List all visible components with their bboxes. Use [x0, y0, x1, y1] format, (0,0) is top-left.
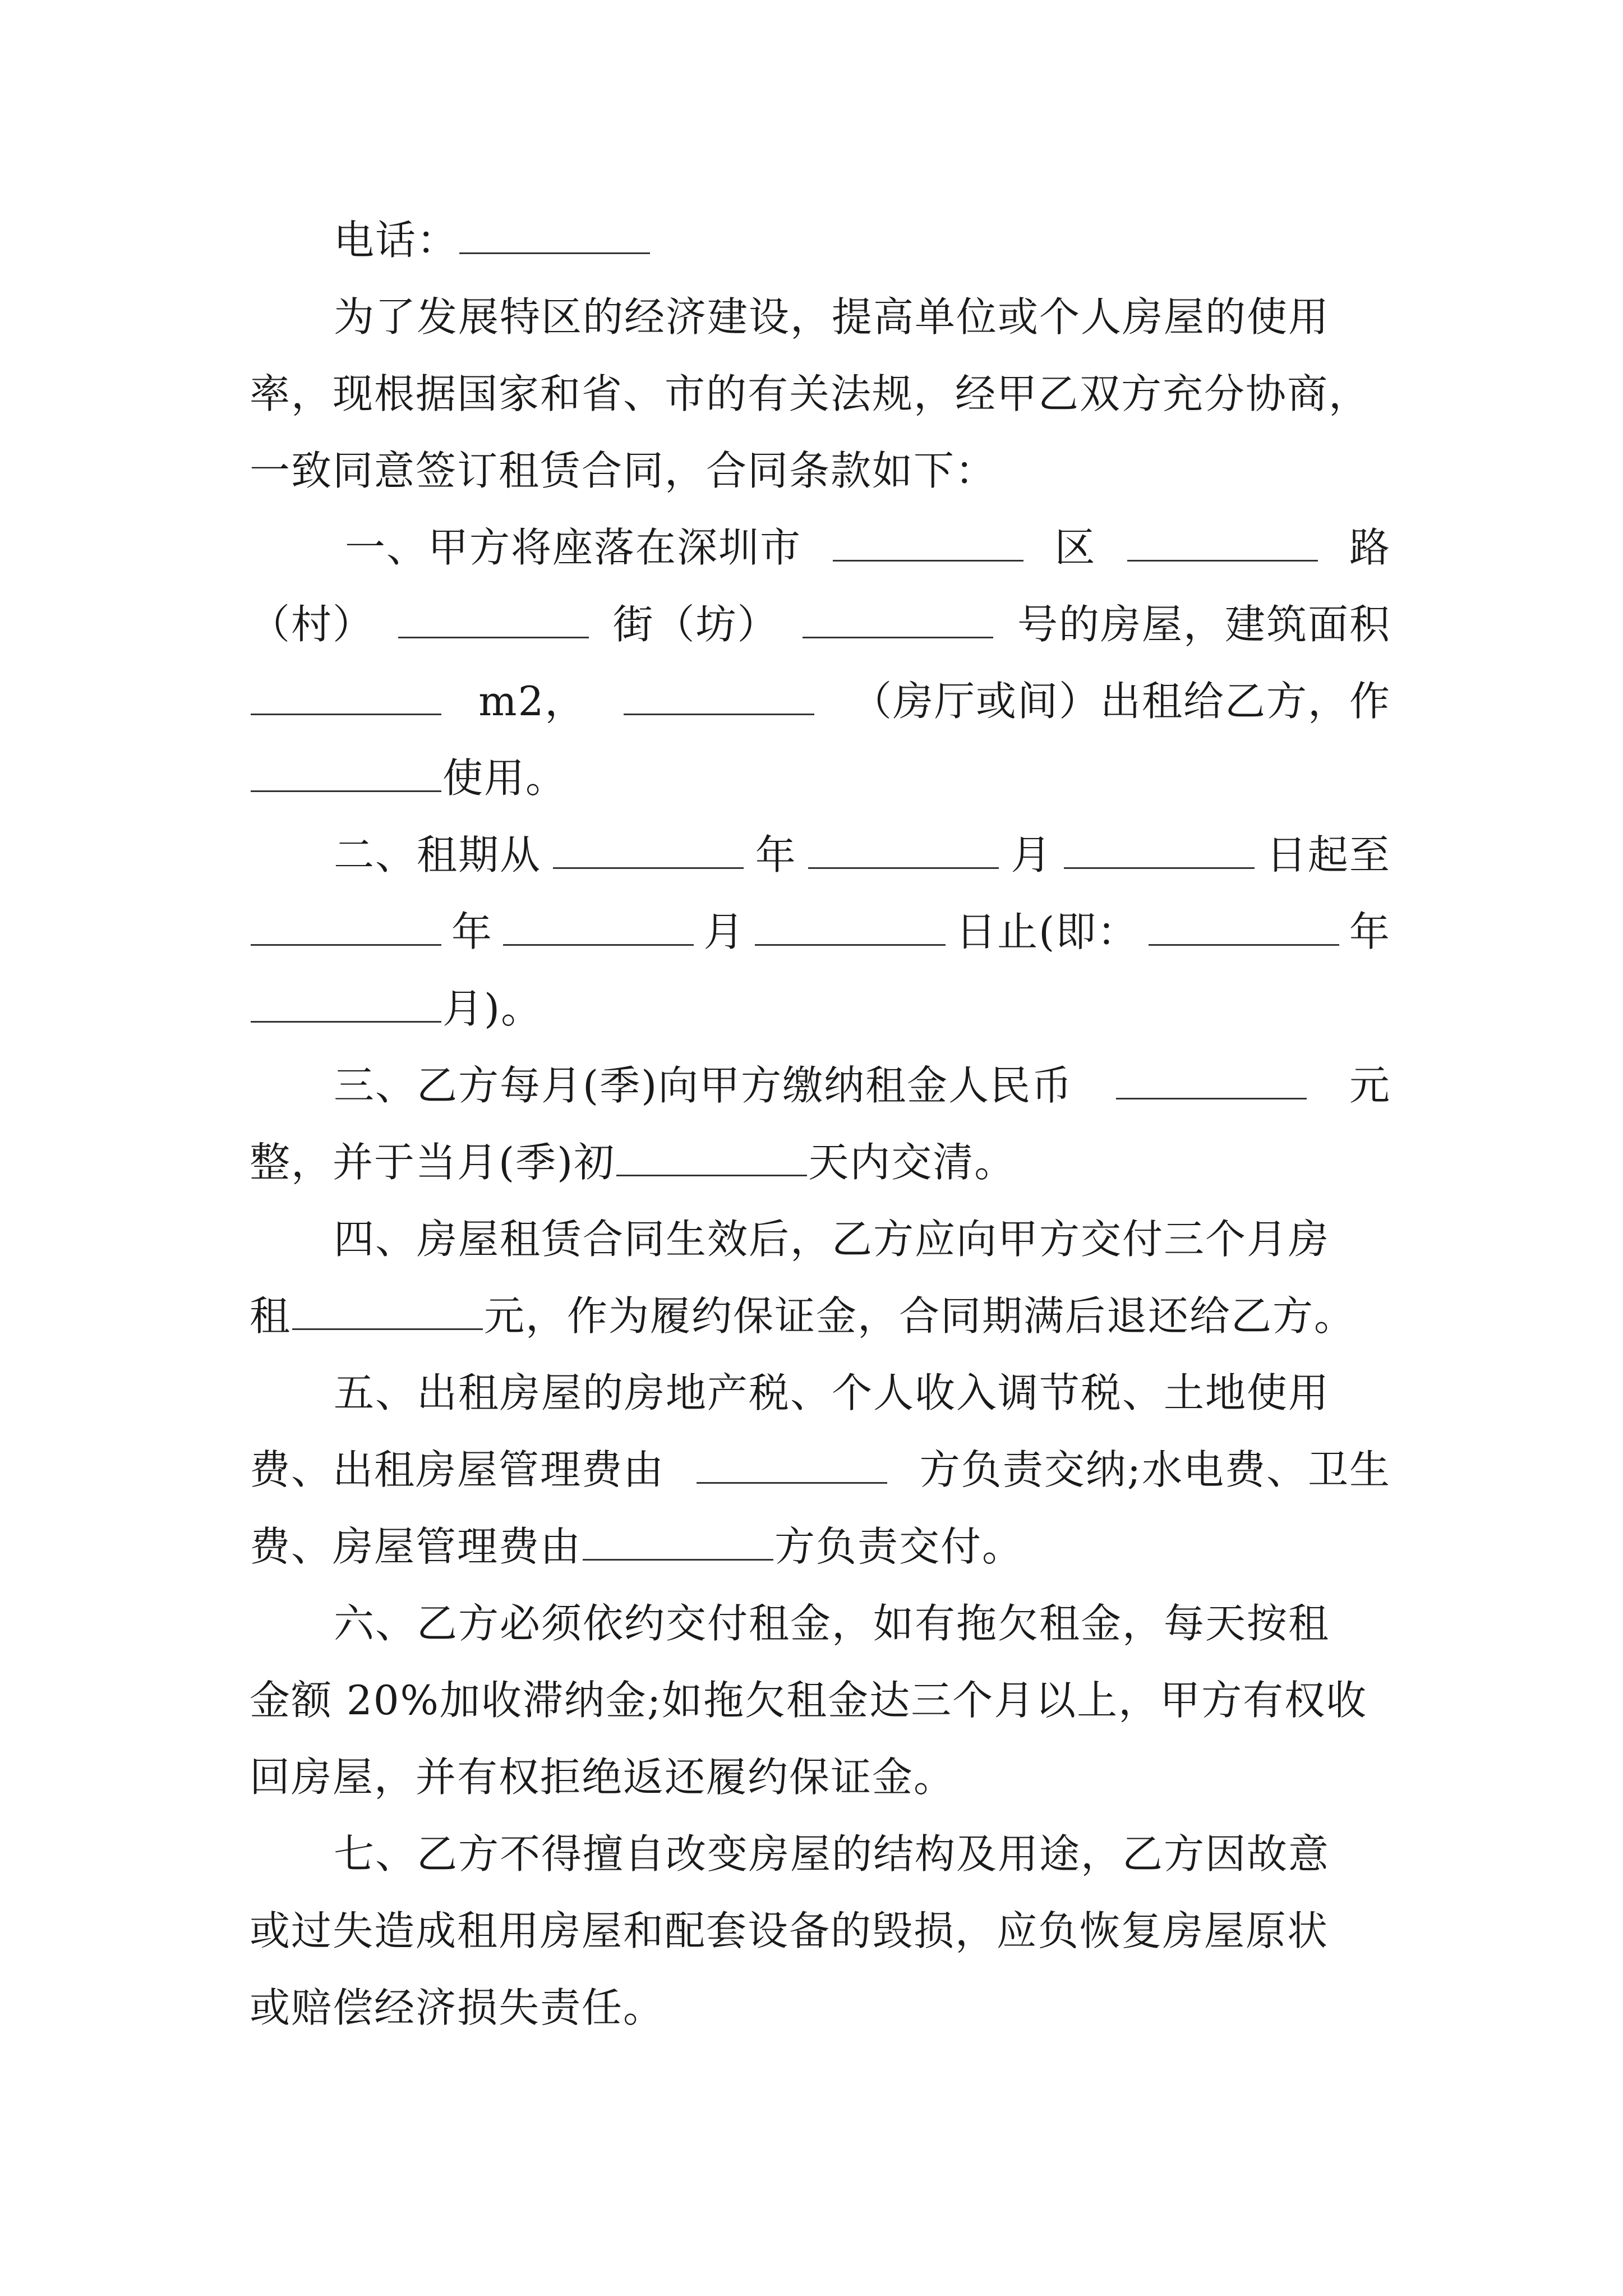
- clause7-line-1: [250, 1816, 1391, 1893]
- clause5-line-2: [250, 1432, 1391, 1508]
- clause2-blank-start-day: [1064, 867, 1255, 869]
- clause1-text-d: （村）: [250, 601, 375, 648]
- clause2-text-h: 年: [1349, 908, 1391, 955]
- clause7-text-b: 或过失造成租用房屋和配套设备的毁损，应负恢复房屋原状: [250, 1907, 1329, 1954]
- clause3-line-2: [250, 1124, 1391, 1201]
- clause1-blank-village: [398, 636, 589, 638]
- clause4-line-1: [250, 1201, 1391, 1278]
- clause6-line-3: [250, 1739, 1391, 1816]
- intro-line-3: [250, 432, 1391, 509]
- clause1-blank-street: [803, 636, 993, 638]
- clause2-text-c: 月: [1011, 831, 1053, 878]
- clause5-text-c: 方负责交纳;水电费、卫生: [919, 1446, 1391, 1493]
- clause5-line-1: [250, 1355, 1391, 1432]
- clause2-line-2: [250, 894, 1391, 970]
- clause1-text-a: 一、甲方将座落在深圳市: [345, 524, 802, 571]
- clause1-text-i: 使用。: [442, 754, 568, 802]
- clause4-blank-deposit: [292, 1328, 483, 1330]
- clause2-blank-start-month: [808, 867, 999, 869]
- clause2-text-d: 日起至: [1266, 831, 1391, 878]
- clause2-blank-duration-years: [1149, 944, 1339, 946]
- clause1-blank-district: [1127, 559, 1318, 562]
- clause1-text-e: 街（坊）: [612, 601, 779, 648]
- clause3-text-d: 天内交清。: [808, 1139, 1016, 1186]
- phone-blank: [459, 252, 650, 254]
- phone-label: 电话：: [334, 217, 459, 264]
- clause7-line-3: [250, 1970, 1391, 2046]
- clause2-text-i: 月)。: [442, 985, 543, 1032]
- clause3-blank-rent: [1116, 1097, 1307, 1099]
- clause7-text-a: 七、乙方不得擅自改变房屋的结构及用途，乙方因故意: [334, 1830, 1330, 1878]
- clause2-blank-duration-months: [251, 1020, 441, 1023]
- clause3-blank-days: [616, 1174, 807, 1176]
- clause2-text-f: 月: [703, 908, 745, 955]
- clause1-blank-area: [251, 713, 441, 715]
- clause3-text-c: 整，并于当月(季)初: [250, 1139, 616, 1186]
- clause2-line-1: [250, 817, 1391, 894]
- clause1-blank-rooms: [624, 713, 814, 715]
- clause1-line-3: [250, 663, 1391, 740]
- clause1-text-h: （房厅或间）出租给乙方，作: [851, 678, 1391, 725]
- clause4-text-c: 元，作为履约保证金，合同期满后退还给乙方。: [484, 1292, 1356, 1340]
- clause4-text-b: 租: [250, 1292, 292, 1340]
- clause1-text-c: 路: [1349, 524, 1391, 571]
- clause7-line-2: [250, 1893, 1391, 1970]
- clause6-line-2: [250, 1662, 1391, 1739]
- clause6-text-b: 金额 20%加收滞纳金;如拖欠租金达三个月以上，甲方有权收: [250, 1677, 1368, 1724]
- clause2-blank-end-day: [755, 944, 946, 946]
- clause6-text-a: 六、乙方必须依约交付租金，如有拖欠租金，每天按租: [334, 1600, 1330, 1647]
- clause2-text-g: 日止(即：: [956, 908, 1139, 955]
- clause2-text-e: 年: [451, 908, 493, 955]
- clause3-line-1: [250, 1047, 1391, 1124]
- clause1-line-1: [250, 509, 1391, 586]
- intro-text-2: 率，现根据国家和省、市的有关法规，经甲乙双方充分协商，: [250, 370, 1371, 417]
- phone-line: [250, 202, 1391, 279]
- clause5-text-e: 方负责交付。: [774, 1523, 1024, 1570]
- clause2-blank-end-month: [503, 944, 694, 946]
- clause3-text-b: 元: [1349, 1062, 1391, 1109]
- intro-line-1: [250, 279, 1391, 356]
- clause2-blank-start-year: [553, 867, 744, 869]
- clause5-text-a: 五、出租房屋的房地产税、个人收入调节税、土地使用: [334, 1369, 1330, 1416]
- contract-page: [250, 202, 1391, 2046]
- clause5-blank-tax-party: [697, 1481, 887, 1484]
- intro-text-1: 为了发展特区的经济建设，提高单位或个人房屋的使用: [334, 293, 1330, 341]
- clause5-text-d: 费、房屋管理费由: [250, 1523, 582, 1570]
- clause1-line-2: [250, 586, 1391, 663]
- clause5-blank-fee-party: [583, 1558, 773, 1561]
- clause1-text-b: 区: [1054, 524, 1096, 571]
- clause2-text-a: 二、租期从: [334, 831, 542, 878]
- clause7-text-c: 或赔偿经济损失责任。: [250, 1984, 665, 2031]
- clause6-line-1: [250, 1585, 1391, 1662]
- clause1-blank-use: [251, 790, 441, 792]
- clause2-blank-end-year: [251, 944, 441, 946]
- intro-line-2: [250, 356, 1391, 432]
- clause2-line-3: [250, 970, 1391, 1047]
- intro-text-3: 一致同意签订租赁合同，合同条款如下：: [250, 447, 997, 494]
- clause5-text-b: 费、出租房屋管理费由: [250, 1446, 665, 1493]
- clause3-text-a: 三、乙方每月(季)向甲方缴纳租金人民币: [334, 1062, 1073, 1109]
- clause4-text-a: 四、房屋租赁合同生效后，乙方应向甲方交付三个月房: [334, 1216, 1330, 1263]
- clause6-text-c: 回房屋，并有权拒绝返还履约保证金。: [250, 1754, 956, 1801]
- clause1-line-4: [250, 740, 1391, 817]
- clause1-text-f: 号的房屋，建筑面积: [1017, 601, 1391, 648]
- clause1-blank-city: [833, 559, 1023, 562]
- clause1-text-g: m2，: [478, 678, 587, 725]
- clause4-line-2: [250, 1278, 1391, 1355]
- clause5-line-3: [250, 1508, 1391, 1585]
- clause2-text-b: 年: [755, 831, 797, 878]
